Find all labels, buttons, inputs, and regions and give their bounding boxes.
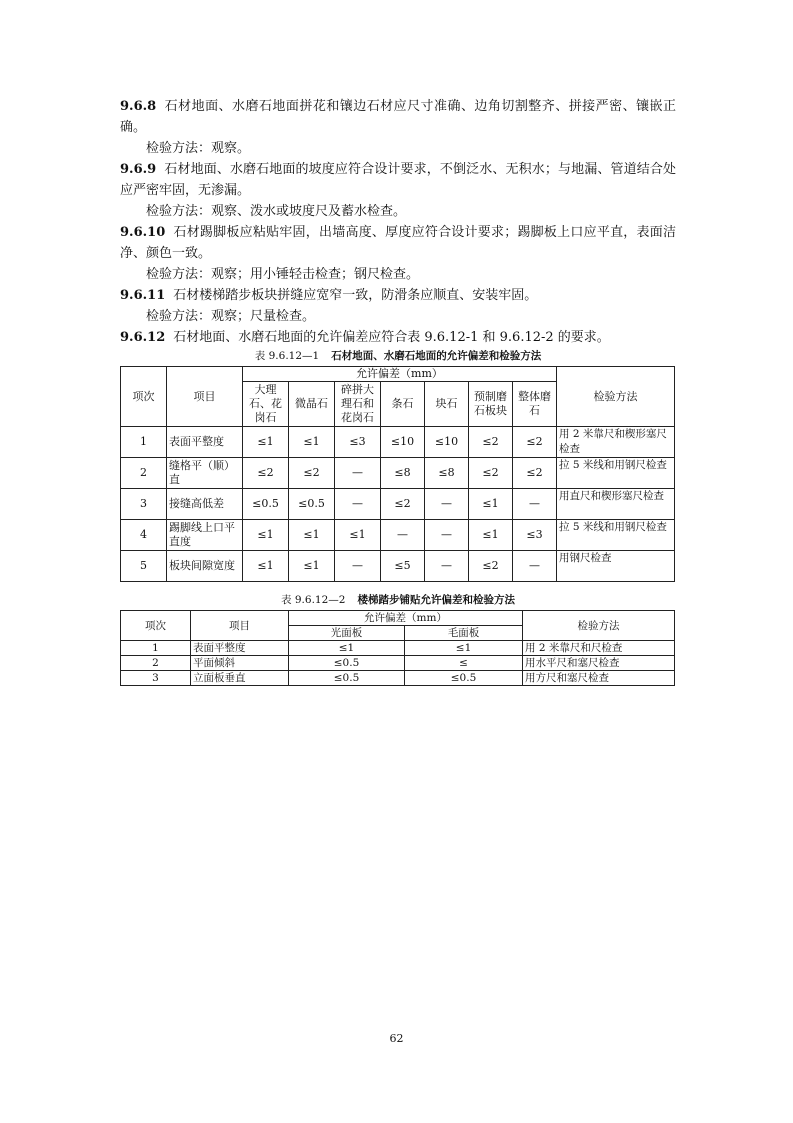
clause-9-6-12	[120, 327, 676, 348]
clause-number: 9.6.11	[120, 288, 166, 303]
cell-value: —	[335, 489, 381, 520]
clause-body: 石材踢脚板应粘贴牢固，出墙高度、厚度应符合设计要求；踢脚板上口应平直，表面洁净、颜色一致。	[120, 225, 676, 261]
header-col: 光面板	[289, 626, 405, 641]
inspection-method: 检验方法：观察；尺量检查。	[146, 309, 316, 324]
clause-text	[120, 159, 676, 201]
inspection-method: 检验方法：观察；用小锤轻击检查；钢尺检查。	[146, 267, 420, 282]
cell-value: —	[381, 520, 425, 551]
cell-index: 2	[121, 458, 167, 489]
cell-value: ≤1	[405, 641, 523, 656]
cell-index: 3	[121, 489, 167, 520]
cell-value: ≤10	[381, 427, 425, 458]
clause-text	[120, 96, 676, 138]
table-row	[121, 671, 675, 686]
cell-method: 用水平尺和塞尺检查	[523, 656, 675, 671]
cell-item: 平面倾斜	[191, 656, 289, 671]
cell-item: 表面平整度	[167, 427, 243, 458]
cell-value: —	[425, 520, 469, 551]
table-row	[121, 520, 675, 551]
page-content	[120, 96, 676, 686]
header-col: 块石	[425, 382, 469, 427]
cell-value: ≤5	[381, 551, 425, 582]
cell-method: 用钢尺检查	[557, 551, 675, 582]
clause-number: 9.6.10	[120, 225, 166, 240]
cell-method: 用 2 米靠尺和尺检查	[523, 641, 675, 656]
header-method: 检验方法	[523, 611, 675, 641]
cell-method: 用 2 米靠尺和楔形塞尺检查	[557, 427, 675, 458]
table-row	[121, 551, 675, 582]
cell-value: ≤8	[381, 458, 425, 489]
table1-code: 表 9.6.12—1	[254, 350, 320, 362]
header-col: 整体磨石	[513, 382, 557, 427]
cell-value: ≤2	[513, 427, 557, 458]
table2-code: 表 9.6.12—2	[281, 594, 346, 606]
cell-value: ≤2	[381, 489, 425, 520]
clause-text	[120, 222, 676, 264]
header-method: 检验方法	[557, 367, 675, 427]
cell-value: ≤0.5	[289, 656, 405, 671]
table-row	[121, 641, 675, 656]
cell-value: ≤1	[289, 551, 335, 582]
cell-index: 1	[121, 427, 167, 458]
cell-method: 用直尺和楔形塞尺检查	[557, 489, 675, 520]
cell-index: 2	[121, 656, 191, 671]
cell-value: ≤1	[289, 520, 335, 551]
cell-value: ≤0.5	[243, 489, 289, 520]
cell-item: 接缝高低差	[167, 489, 243, 520]
cell-item: 立面板垂直	[191, 671, 289, 686]
cell-value: ≤0.5	[289, 671, 405, 686]
cell-value: ≤2	[469, 427, 513, 458]
clause-number: 9.6.8	[120, 99, 157, 114]
cell-value: ≤1	[243, 520, 289, 551]
cell-value: ≤1	[243, 427, 289, 458]
cell-value: —	[425, 551, 469, 582]
cell-value: ≤0.5	[289, 489, 335, 520]
header-col: 微晶石	[289, 382, 335, 427]
cell-method: 拉 5 米线和用钢尺检查	[557, 458, 675, 489]
table1-title: 石材地面、水磨石地面的允许偏差和检验方法	[331, 350, 542, 362]
table-row	[121, 427, 675, 458]
cell-value: ≤3	[335, 427, 381, 458]
cell-value: ≤2	[243, 458, 289, 489]
clause-9-6-8	[120, 96, 676, 159]
spacer	[120, 582, 676, 592]
header-index: 项次	[121, 611, 191, 641]
cell-value: ≤2	[289, 458, 335, 489]
table1	[120, 366, 675, 582]
cell-index: 4	[121, 520, 167, 551]
cell-value: —	[513, 489, 557, 520]
header-col: 碎拼大理石和花岗石	[335, 382, 381, 427]
inspection-method: 检验方法：观察。	[146, 141, 251, 156]
table2-caption	[120, 593, 676, 607]
clause-9-6-10	[120, 222, 676, 285]
cell-item: 表面平整度	[191, 641, 289, 656]
clause-body: 石材地面、水磨石地面的坡度应符合设计要求，不倒泛水、无积水；与地漏、管道结合处应严密牢固，无渗漏。	[120, 162, 676, 198]
table1-caption	[120, 349, 676, 363]
clause-text	[120, 327, 676, 348]
header-item: 项目	[167, 367, 243, 427]
cell-value: ≤2	[469, 551, 513, 582]
inspection-method: 检验方法：观察、泼水或坡度尺及蓄水检查。	[146, 204, 407, 219]
cell-value: ≤0.5	[405, 671, 523, 686]
cell-value: ≤1	[289, 641, 405, 656]
header-col: 大理石、花岗石	[243, 382, 289, 427]
cell-value: ≤1	[289, 427, 335, 458]
clause-9-6-9	[120, 159, 676, 222]
clause-number: 9.6.12	[120, 330, 166, 345]
cell-value: —	[335, 551, 381, 582]
page-number: 62	[389, 1032, 404, 1045]
cell-value: ≤3	[513, 520, 557, 551]
cell-method: 用方尺和塞尺检查	[523, 671, 675, 686]
cell-index: 3	[121, 671, 191, 686]
clause-body: 石材地面、水磨石地面的允许偏差应符合表 9.6.12-1 和 9.6.12-2 的要求。	[173, 330, 610, 345]
cell-index: 5	[121, 551, 167, 582]
clause-text	[120, 285, 676, 306]
cell-value: ≤1	[243, 551, 289, 582]
cell-value: —	[513, 551, 557, 582]
cell-item: 缝格平（顺）直	[167, 458, 243, 489]
cell-value: —	[335, 458, 381, 489]
clause-number: 9.6.9	[120, 162, 157, 177]
header-col: 毛面板	[405, 626, 523, 641]
clause-body: 石材楼梯踏步板块拼缝应宽窄一致，防滑条应顺直、安装牢固。	[173, 288, 538, 303]
cell-method: 拉 5 米线和用钢尺检查	[557, 520, 675, 551]
cell-value: ≤1	[469, 520, 513, 551]
cell-value: ≤1	[469, 489, 513, 520]
clause-9-6-11	[120, 285, 676, 327]
header-col: 条石	[381, 382, 425, 427]
cell-value: ≤2	[513, 458, 557, 489]
clause-body: 石材地面、水磨石地面拼花和镶边石材应尺寸准确、边角切割整齐、拼接严密、镶嵌正确。	[120, 99, 676, 135]
header-col: 预制磨石板块	[469, 382, 513, 427]
cell-value: ≤2	[469, 458, 513, 489]
table-row	[121, 458, 675, 489]
table2	[120, 610, 675, 686]
cell-value: ≤1	[335, 520, 381, 551]
cell-value: ≤	[405, 656, 523, 671]
header-index: 项次	[121, 367, 167, 427]
cell-index: 1	[121, 641, 191, 656]
cell-value: ≤10	[425, 427, 469, 458]
header-tolerance-group: 允许偏差（mm）	[243, 367, 557, 382]
table-row	[121, 489, 675, 520]
cell-value: ≤8	[425, 458, 469, 489]
table-row	[121, 656, 675, 671]
cell-item: 踢脚线上口平直度	[167, 520, 243, 551]
table2-title: 楼梯踏步铺贴允许偏差和检验方法	[357, 594, 515, 606]
header-tolerance-group: 允许偏差（mm）	[289, 611, 523, 626]
cell-item: 板块间隙宽度	[167, 551, 243, 582]
header-item: 项目	[191, 611, 289, 641]
cell-value: —	[425, 489, 469, 520]
